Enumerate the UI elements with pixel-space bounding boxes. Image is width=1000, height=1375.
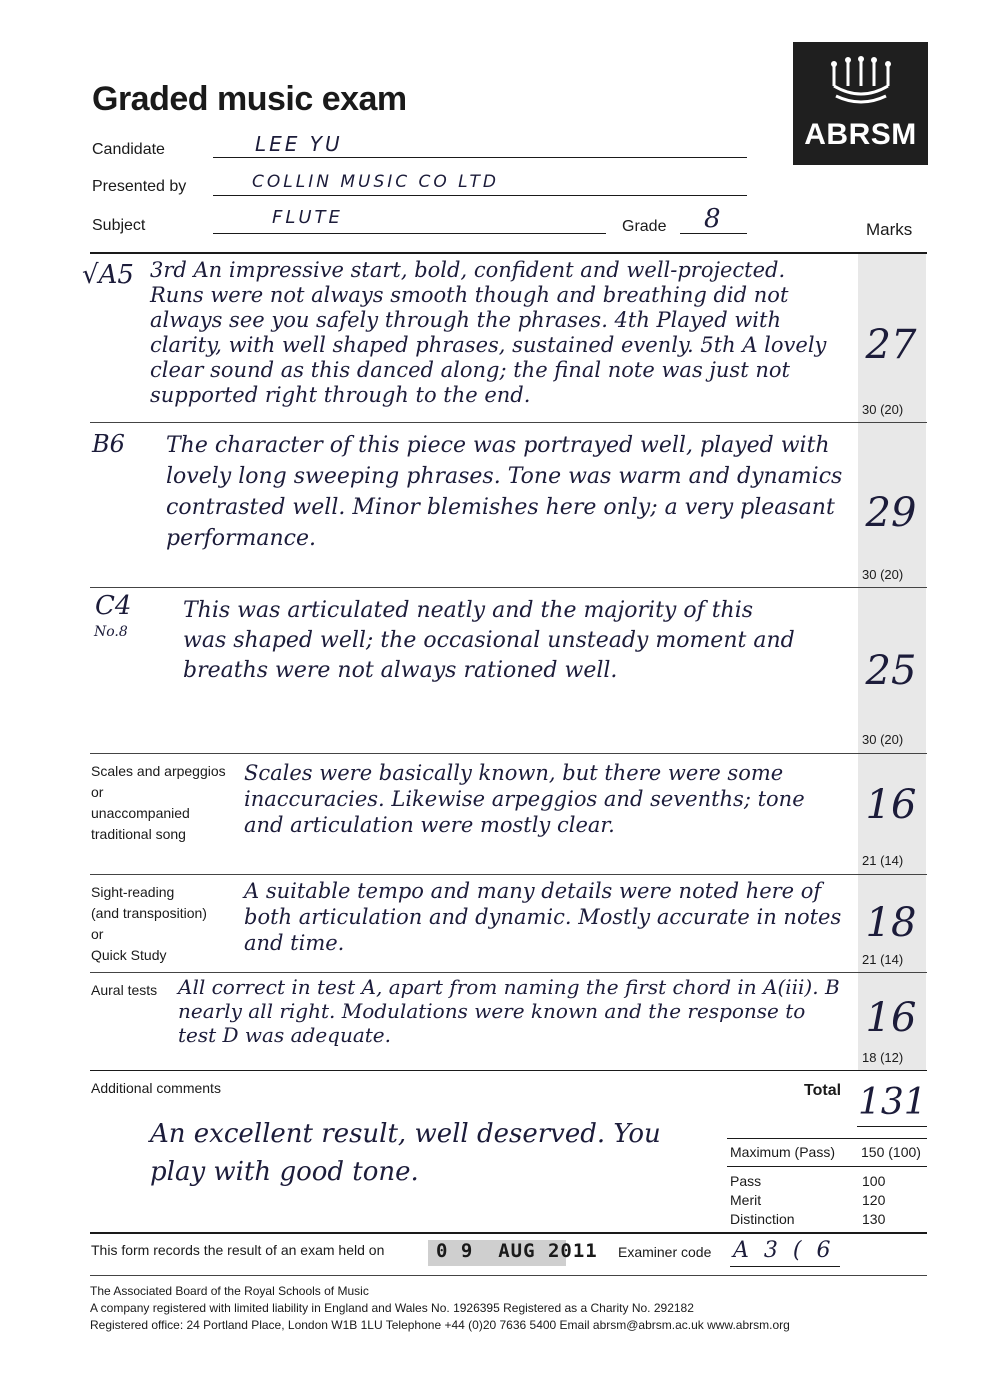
subject-value: FLUTE [272, 207, 343, 228]
crown-icon [828, 56, 894, 108]
footer-line2: A company registered with limited liability in England and Wales No. 1926395 Registered as a Charity No. 292182 [90, 1301, 694, 1315]
distinction-label: Distinction [730, 1211, 795, 1227]
section-a-mark: 27 [865, 322, 917, 368]
logo-text: ABRSM [804, 118, 917, 151]
footer-line3: Registered office: 24 Portland Place, London W1B 1LU Telephone +44 (0)20 7636 5400 Email abrsm@abrsm.ac.uk www.abrsm.org [90, 1318, 790, 1332]
examiner-label: Examiner code [618, 1244, 712, 1260]
page-title: Graded music exam [92, 80, 407, 118]
additional-label: Additional comments [91, 1080, 221, 1096]
section-c-sublabel: No.8 [94, 624, 128, 640]
section-c-comment: This was articulated neatly and the majority of this was shaped well; the occasional unsteady moment and breaths were not always rationed well. [183, 598, 802, 683]
subject-label: Subject [92, 217, 146, 234]
section-c-label: C4 [95, 591, 132, 621]
additional-comment: An excellent result, well deserved. You play with good tone. [150, 1119, 669, 1187]
grade-label: Grade [622, 218, 667, 235]
merit-value: 120 [862, 1192, 886, 1208]
sight-mark: 18 [865, 900, 917, 946]
section-a-max: 30 (20) [862, 402, 904, 417]
aural-comment: All correct in test A, apart from naming the first chord in A(iii). B nearly all right. Modulations were known and the response to test D was adequate. [178, 975, 847, 1047]
sight-max: 21 (14) [862, 952, 904, 967]
total-value: 131 [858, 1082, 927, 1123]
section-b-label: B6 [92, 430, 125, 458]
scales-max: 21 (14) [862, 853, 904, 868]
candidate-value: LEE YU [255, 132, 343, 156]
pass-label: Pass [730, 1173, 762, 1189]
aural-label: Aural tests [91, 982, 158, 998]
total-label: Total [804, 1082, 842, 1099]
record-text: This form records the result of an exam held on [91, 1242, 385, 1258]
exam-date: 0 9 AUG 2011 [436, 1240, 598, 1262]
abrsm-logo [793, 42, 928, 165]
section-b-max: 30 (20) [862, 567, 904, 582]
sight-label: Sight-reading (and transposition) or Quick Study [91, 884, 207, 963]
marks-header: Marks [866, 220, 913, 239]
section-a-comment: 3rd An impressive start, bold, confident and well-projected. Runs were not always smooth though and breathing did not always see you safely through the phrases. 4th Played with clarity, with well shaped phrases, sustained evenly. 5th A lovely clear sound as this danced along; the final note was just not supported right through to the end. [150, 258, 834, 407]
pass-value: 100 [862, 1173, 886, 1189]
candidate-label: Candidate [92, 141, 165, 158]
grade-value: 8 [704, 204, 721, 234]
footer-line1: The Associated Board of the Royal Schools of Music [90, 1284, 369, 1298]
maximum-value: 150 (100) [861, 1144, 921, 1160]
section-c-max: 30 (20) [862, 732, 904, 747]
scales-comment: Scales were basically known, but there were some inaccuracies. Likewise arpeggios and sevenths; tone and articulation were mostly clear. [244, 761, 812, 837]
section-c-mark: 25 [865, 648, 917, 694]
aural-max: 18 (12) [862, 1050, 904, 1065]
presented-value: COLLIN MUSIC CO LTD [252, 172, 499, 192]
examiner-code: A 3 ( 6 [733, 1238, 835, 1263]
scales-mark: 16 [865, 782, 917, 828]
maximum-label: Maximum (Pass) [730, 1144, 836, 1160]
merit-label: Merit [730, 1192, 762, 1208]
scales-label: Scales and arpeggios or unaccompanied traditional song [91, 763, 226, 842]
section-b-mark: 29 [865, 490, 917, 536]
sight-comment: A suitable tempo and many details were noted here of both articulation and dynamic. Mostly accurate in notes and time. [244, 879, 848, 955]
distinction-value: 130 [862, 1211, 886, 1227]
section-a-label: √A5 [82, 260, 134, 290]
aural-mark: 16 [865, 995, 917, 1041]
presented-label: Presented by [92, 178, 187, 195]
section-b-comment: The character of this piece was portrayed well, played with lovely long sweeping phrases. Tone was warm and dynamics contrasted well. Minor blemishes here only; a very pleasant performance. [166, 433, 850, 551]
